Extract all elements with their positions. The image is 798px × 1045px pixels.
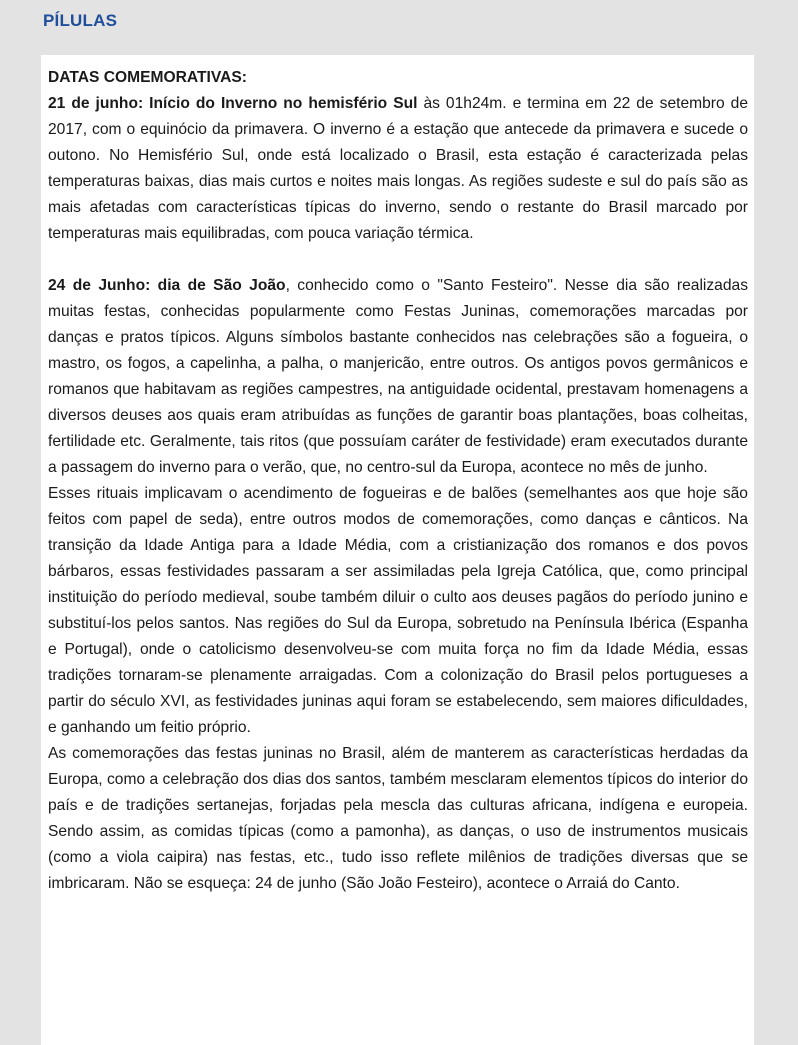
paragraph-sao-joao-lead: 24 de Junho: dia de São João bbox=[48, 277, 286, 294]
paragraph-spacer bbox=[48, 247, 748, 273]
paragraph-rituals: Esses rituais implicavam o acendimento de fogueiras e de balões (semelhantes aos que hoje são feitos com papel de seda), entre outros modos de comemorações, como danças e cânticos. Na transição da Idade Antiga para a Idade Média, com a cristianização dos romanos e dos povos bárbaros, essas festividades passaram a ser assimiladas pela Igreja Católica, que, como principal instituição do período medieval, soube também diluir o culto aos deuses pagãos do período junino e substituí-los pelos santos. Nas regiões do Sul da Europa, sobretudo na Península Ibérica (Espanha e Portugal), onde o catolicismo desenvolveu-se com muita força no fim da Idade Média, essas tradições tornaram-se plenamente arraigadas. Com a colonização do Brasil pelos portugueses a partir do século XVI, as festividades juninas aqui foram se estabelecendo, sem maiores dificuldades, e ganhando um feitio próprio. bbox=[48, 485, 748, 736]
paragraph-winter-lead: 21 de junho: Início do Inverno no hemisfério Sul bbox=[48, 95, 418, 112]
paragraph-winter bbox=[48, 91, 748, 247]
paragraph-sao-joao bbox=[48, 273, 748, 481]
page-title: PÍLULAS bbox=[43, 11, 118, 30]
paragraph-winter-text: às 01h24m. e termina em 22 de setembro de 2017, com o equinócio da primavera. O inverno é a estação que antecede da primavera e sucede o outono. No Hemisfério Sul, onde está localizado o Brasil, esta estação é caracterizada pelas temperaturas baixas, dias mais curtos e noites mais longas. As regiões sudeste e sul do país são as mais afetadas com características típicas do inverno, sendo o restante do Brasil marcado por temperaturas mais equilibradas, com pouca variação térmica. bbox=[48, 95, 748, 242]
section-heading: DATAS COMEMORATIVAS: bbox=[48, 69, 247, 86]
paragraph-brazil-festivities: As comemorações das festas juninas no Brasil, além de manterem as características herdadas da Europa, como a celebração dos dias dos santos, também mesclaram elementos típicos do interior do país e de tradições sertanejas, forjadas pela mescla das culturas africana, indígena e europeia. Sendo assim, as comidas típicas (como a pamonha), as danças, o uso de instrumentos musicais (como a viola caipira) nas festas, etc., tudo isso reflete milênios de tradições diversas que se imbricaram. Não se esqueça: 24 de junho (São João Festeiro), acontece o Arraiá do Canto. bbox=[48, 745, 748, 892]
article-card bbox=[41, 55, 754, 1045]
paragraph-sao-joao-text: , conhecido como o "Santo Festeiro". Nesse dia são realizadas muitas festas, conhecidas popularmente como Festas Juninas, comemorações marcadas por danças e pratos típicos. Alguns símbolos bastante conhecidos nas celebrações são a fogueira, o mastro, os fogos, a capelinha, a palha, o manjericão, entre outros. Os antigos povos germânicos e romanos que habitavam as regiões campestres, na antiguidade ocidental, prestavam homenagens a diversos deuses aos quais eram atribuídas as funções de garantir boas plantações, boas colheitas, fertilidade etc. Geralmente, tais ritos (que possuíam caráter de festividade) eram executados durante a passagem do inverno para o verão, que, no centro-sul da Europa, acontece no mês de junho. bbox=[48, 277, 748, 476]
